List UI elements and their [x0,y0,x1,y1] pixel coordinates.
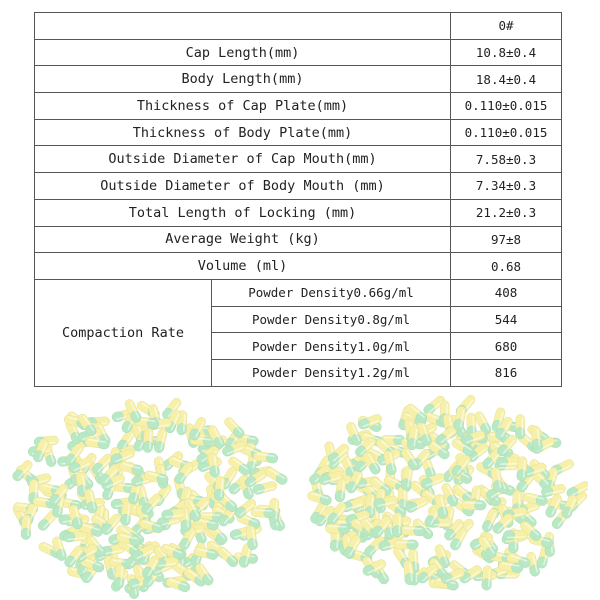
row-label: Body Length(mm) [35,66,451,93]
density-value: 408 [451,279,562,306]
capsule [394,540,419,550]
row-value: 10.8±0.4 [451,39,562,66]
capsule [461,500,486,510]
capsule [481,565,492,590]
row-value: 21.2±0.3 [451,199,562,226]
table-row [35,226,562,253]
capsule [325,524,350,534]
table-row [35,66,562,93]
row-label: Thickness of Cap Plate(mm) [35,93,451,120]
row-value: 0.110±0.015 [451,119,562,146]
row-value: 18.4±0.4 [451,66,562,93]
row-label: Average Weight (kg) [35,226,451,253]
capsule [515,414,525,439]
capsule [143,428,154,453]
row-label: Outside Diameter of Cap Mouth(mm) [35,146,451,173]
row-value: 7.58±0.3 [451,146,562,173]
capsule-pile-image-right [306,392,588,600]
table-row [35,146,562,173]
header-label-cell [35,13,451,40]
capsule [496,457,521,467]
row-value: 97±8 [451,226,562,253]
density-label: Powder Density0.66g/ml [212,279,451,306]
capsule [114,564,125,589]
table-row [35,199,562,226]
capsule-spec-table [34,12,562,387]
capsule [401,525,426,536]
capsule [516,456,527,481]
table-header-row [35,13,562,40]
capsule [21,515,32,540]
row-label: Outside Diameter of Body Mouth (mm) [35,173,451,200]
table-row [35,253,562,280]
row-label: Total Length of Locking (mm) [35,199,451,226]
density-value: 816 [451,359,562,386]
table-row [35,39,562,66]
row-label: Thickness of Body Plate(mm) [35,119,451,146]
capsule [404,495,430,515]
table-row [35,173,562,200]
density-label: Powder Density1.0g/ml [212,333,451,360]
capsule-pile-image-left [8,392,290,600]
header-size-cell: 0# [451,13,562,40]
capsule [392,512,402,537]
capsule [251,507,276,518]
row-label: Volume (ml) [35,253,451,280]
density-label: Powder Density0.8g/ml [212,306,451,333]
density-label: Powder Density1.2g/ml [212,359,451,386]
row-value: 0.110±0.015 [451,93,562,120]
table-row [35,93,562,120]
table-row [35,279,562,306]
row-label: Cap Length(mm) [35,39,451,66]
row-value: 0.68 [451,253,562,280]
table-row [35,119,562,146]
density-value: 680 [451,333,562,360]
row-value: 7.34±0.3 [451,173,562,200]
compaction-rate-label: Compaction Rate [35,279,212,386]
density-value: 544 [451,306,562,333]
